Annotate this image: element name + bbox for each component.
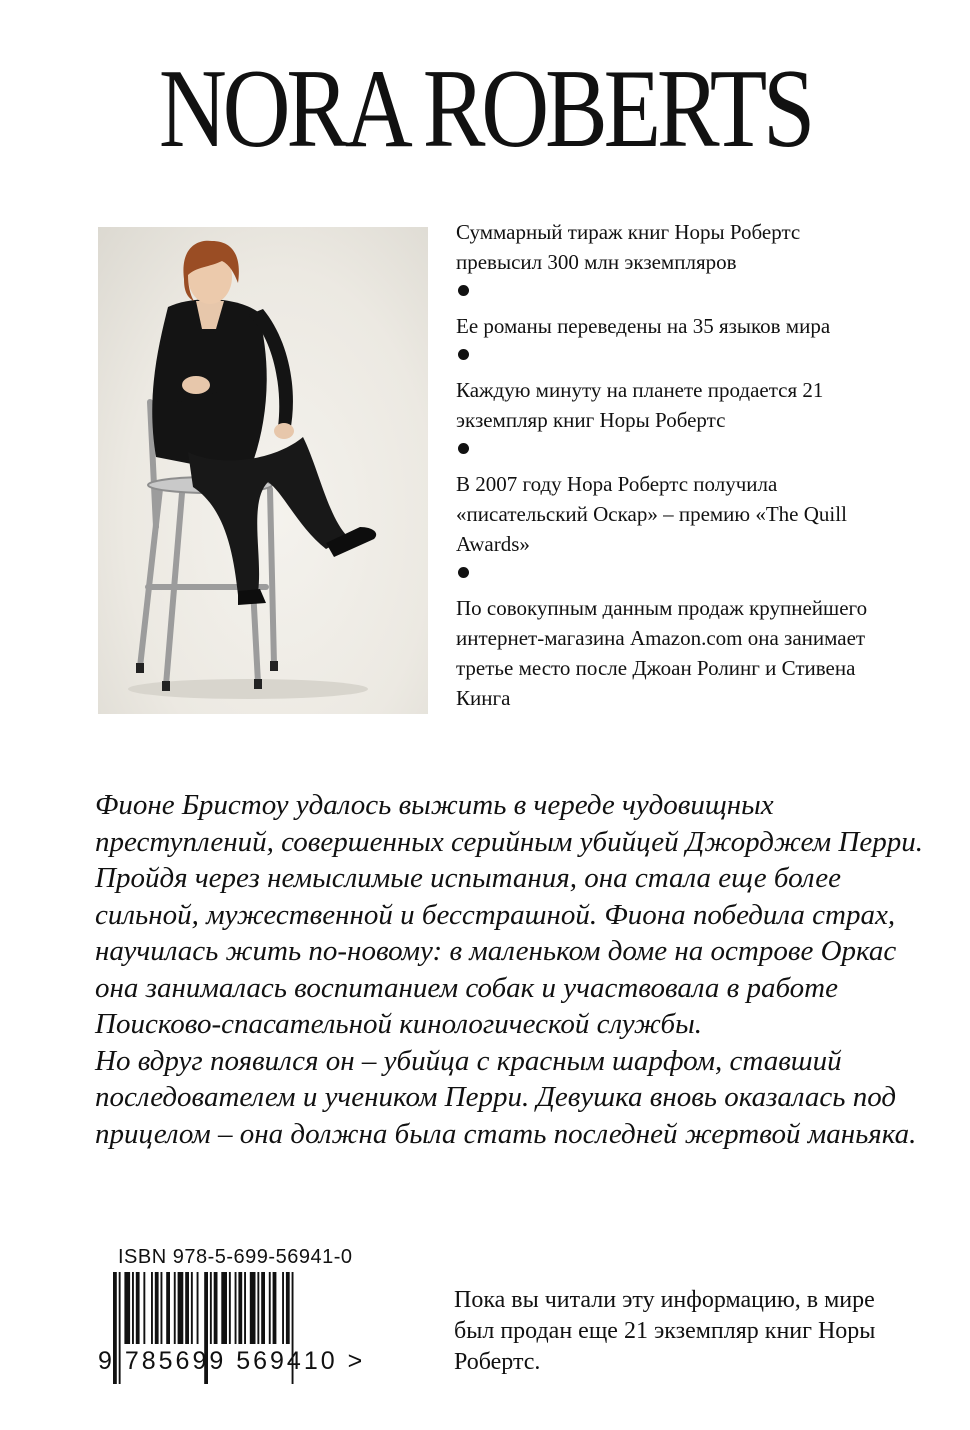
barcode-bar bbox=[250, 1272, 256, 1344]
barcode-bar bbox=[214, 1272, 218, 1344]
barcode-bar bbox=[143, 1272, 145, 1344]
barcode-bar bbox=[191, 1272, 193, 1344]
sales-footnote: Пока вы читали эту информацию, в мире был продан еще 21 экземпляр книг Норы Робертс. bbox=[454, 1287, 876, 1375]
barcode-bar bbox=[235, 1272, 237, 1344]
fact-item: По совокупным данным продаж крупнейшего интернет-магазина Amazon.com она занимает третье место после Джоан Ролинг и Стивена Кинга bbox=[456, 596, 868, 710]
barcode-bar bbox=[151, 1272, 153, 1344]
barcode-bar bbox=[124, 1272, 130, 1344]
bullet-dot-icon bbox=[458, 567, 469, 578]
barcode-bar bbox=[197, 1272, 199, 1344]
synopsis-paragraph: Фионе Бристоу удалось выжить в череде чудовищных преступлений, совершенных серийным убийцей Джорджем Перри. Пройдя через немыслимые испытания, она стала еще более сильной, мужественной и бесстрашной. Фиона победила страх, научилась жить по-новому: в маленьком доме на острове Оркас она занималась воспитанием собак и участвовала в работе Поисково-спасательной кинологической службы. bbox=[95, 789, 923, 1040]
barcode-bar bbox=[286, 1272, 290, 1344]
barcode-bar bbox=[161, 1272, 163, 1344]
barcode-bar bbox=[185, 1272, 189, 1344]
barcode-bar bbox=[166, 1272, 170, 1344]
barcode-bar bbox=[257, 1272, 259, 1344]
synopsis bbox=[95, 787, 935, 1152]
isbn-label: ISBN 978-5-699-56941-0 bbox=[118, 1246, 353, 1268]
bullet-dot-icon bbox=[458, 285, 469, 296]
barcode-bar bbox=[155, 1272, 159, 1344]
fact-item: В 2007 году Нора Робертс получила «писательский Оскар» – премию «The Quill Awards» bbox=[456, 472, 847, 556]
barcode-bar bbox=[229, 1272, 231, 1344]
barcode-digits: 9 785699 569410 > bbox=[98, 1347, 366, 1375]
bullet-dot-icon bbox=[458, 349, 469, 360]
barcode-bar bbox=[261, 1272, 265, 1344]
barcode-bar bbox=[244, 1272, 246, 1344]
fact-item: Ее романы переведены на 35 языков мира bbox=[456, 314, 831, 338]
barcode-bar bbox=[174, 1272, 176, 1344]
barcode-bar bbox=[273, 1272, 277, 1344]
barcode-bar bbox=[238, 1272, 242, 1344]
author-photo bbox=[98, 227, 428, 714]
fact-item: Каждую минуту на планете продается 21 экземпляр книг Норы Робертс bbox=[456, 378, 824, 432]
barcode-bar bbox=[178, 1272, 184, 1344]
barcode-bar bbox=[269, 1272, 271, 1344]
barcode-bar bbox=[282, 1272, 284, 1344]
barcode-bar bbox=[221, 1272, 227, 1344]
barcode-bar bbox=[132, 1272, 134, 1344]
facts-list bbox=[456, 217, 876, 713]
fact-item: Суммарный тираж книг Норы Робертс превысил 300 млн экземпляров bbox=[456, 220, 801, 274]
synopsis-paragraph: Но вдруг появился он – убийца с красным шарфом, ставший последователем и учеником Перри. Девушка вновь оказалась под прицелом – она должна была стать последней жертвой маньяка. bbox=[95, 1044, 917, 1150]
barcode-bar bbox=[210, 1272, 212, 1344]
barcode-bar bbox=[136, 1272, 140, 1344]
bullet-dot-icon bbox=[458, 443, 469, 454]
author-name: NORA ROBERTS bbox=[158, 47, 812, 171]
